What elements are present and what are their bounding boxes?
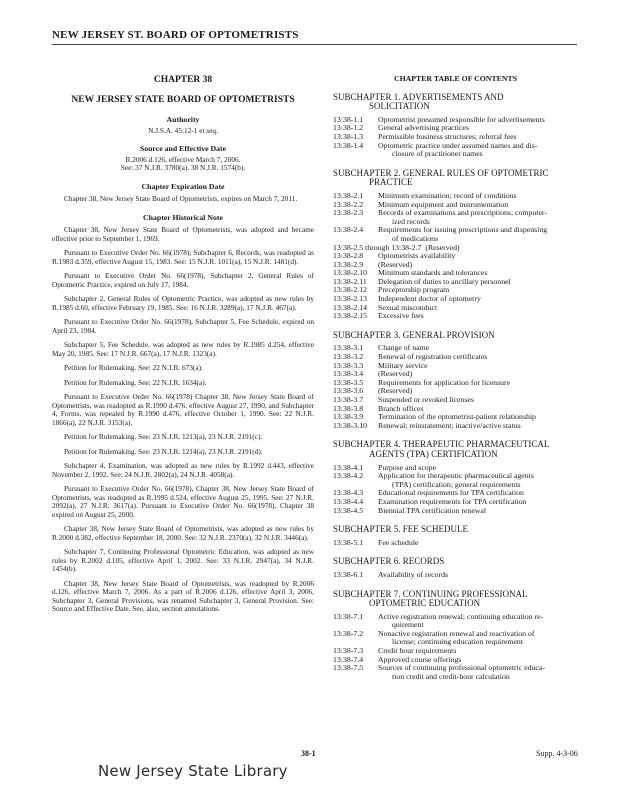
- section-number: 13:38-3.9: [333, 412, 364, 422]
- toc-entry[interactable]: [333, 353, 578, 362]
- authority-heading: Authority: [166, 115, 200, 124]
- history-paragraph: Pursuant to Executive Order No. 66(1978), Subchapter 5, Fee Schedule, expired on April 23, 1984.: [52, 317, 314, 335]
- subchapter-title: SUBCHAPTER 7. CONTINUING PROFESSIONAL: [333, 588, 528, 599]
- section-title-text: (Reserved): [378, 386, 413, 396]
- section-title: [378, 539, 578, 548]
- subchapter-title: SUBCHAPTER 6. RECORDS: [333, 556, 445, 567]
- section-number: 13:38-2.12: [333, 285, 368, 295]
- section-title-continued: quirement: [392, 620, 424, 630]
- left-column: [52, 75, 314, 620]
- toc-subchapter: [333, 525, 578, 547]
- subchapter-title: SUBCHAPTER 1. ADVERTISEMENTS AND: [333, 91, 504, 102]
- history-paragraph: Pursuant to Executive Order No. 66(1978), Chapter 38, New Jersey State Board of Optometrists, was readopted as R.1995 d.524, effective August 25, 1995. See: 27 N.J.R. 2092(a), 27 N.J.R. 3617(a). Pursuant to Executive Order No. 66(1978), Chapter 38 expired on August 25, 2000.: [52, 484, 314, 519]
- section-title-continued: closure of practitioner names: [392, 149, 483, 159]
- section-title-continued: of medications: [392, 233, 439, 243]
- page-number: 38-1: [301, 749, 316, 758]
- toc-entry[interactable]: [333, 630, 578, 647]
- toc-entry[interactable]: [333, 571, 578, 580]
- section-number: 13:38-1.4: [333, 140, 364, 150]
- history-paragraph: Chapter 38, New Jersey State Board of Optometrists, was adopted and became effective prior to September 1, 1969.: [52, 225, 314, 243]
- section-number: 13:38-4.2: [333, 471, 364, 481]
- toc-entry[interactable]: [333, 252, 578, 261]
- section-title-text: Independent doctor of optometry: [378, 294, 481, 304]
- toc-entry[interactable]: [333, 379, 578, 388]
- history-paragraph: Petition for Rulemaking. See: 23 N.J.R. 1213(a), 23 N.J.R. 2191(c).: [64, 432, 263, 441]
- section-number: 13:38-2.15: [333, 311, 368, 321]
- history-paragraph: Chapter 38, New Jersey State Board of Optometrists, was readopted by R.2006 d.126, effective March 7, 2006. As a part of R.2006 d.126, effective April 3, 2006, Subchapter 3, General Provisions, was renamed Subchapter 3, General Provision. See: Source and Effective Date. See, also, section annotations.: [52, 578, 314, 613]
- section-number: 13:38-2.3: [333, 208, 364, 218]
- section-title-text: Active registration renewal; continuing education re-: [378, 611, 544, 621]
- section-number: 13:38-4.5: [333, 505, 364, 515]
- section-title-text: Availability of records: [378, 569, 449, 579]
- section-number: 13:38-3.1: [333, 343, 364, 353]
- authority-text: N.J.S.A. 45:12-1 et seq.: [148, 125, 218, 135]
- section-number: 13:38-3.2: [333, 352, 364, 362]
- toc-subchapter: [333, 169, 578, 321]
- section-title-text: Educational requirements for TPA certification: [378, 488, 524, 498]
- toc-entry[interactable]: [333, 142, 578, 159]
- section-title-text: Biennial TPA certification renewal: [378, 505, 487, 515]
- section-title-text: Optometrists availability: [378, 251, 456, 261]
- section-number: 13:38-3.3: [333, 360, 364, 370]
- chapter-label: CHAPTER 38: [153, 75, 213, 85]
- section-title-text: Credit hour requirements: [378, 646, 457, 656]
- section-title-text: Optometrist presumed responsible for advertisements: [378, 114, 545, 124]
- section-number: 13:38-2.8: [333, 251, 364, 261]
- toc-entry[interactable]: [333, 664, 578, 681]
- toc-entry[interactable]: [333, 396, 578, 405]
- toc-entry[interactable]: [333, 304, 578, 313]
- toc-entry[interactable]: [333, 209, 578, 226]
- section-title: [378, 630, 578, 647]
- history-paragraph: Pursuant to Executive Order No. 66(1978), Subchapter 6, Records, was readopted as R.1983 d.359, effective August 15, 1983. See: 15 N.J.R. 1011(a), 15 N.J.R. 1481(d).: [52, 248, 314, 266]
- section-title-text: Renewal; reinstatement; inactive/active status: [378, 420, 521, 430]
- section-number: 13:38-2.13: [333, 294, 368, 304]
- section-number: 13:38-3.5: [333, 377, 364, 387]
- section-number: 13:38-3.4: [333, 369, 364, 379]
- section-title-text: Military service: [378, 360, 428, 370]
- section-number: 13:38-6.1: [333, 569, 364, 579]
- section-number: 13:38-7.4: [333, 654, 364, 664]
- section-title-text: Records of examinations and prescriptions; computer-: [378, 208, 547, 218]
- section-title-text: Optometric practice under assumed names and dis-: [378, 140, 538, 150]
- section-number: 13:38-2.5 through 13:38-2.7: [333, 242, 422, 252]
- section-number: 13:38-2.1: [333, 190, 364, 200]
- toc-body: [333, 93, 578, 682]
- subchapter-heading[interactable]: [333, 440, 578, 459]
- expiration-heading: Chapter Expiration Date: [141, 181, 225, 191]
- section-title: [378, 142, 578, 159]
- history-paragraph: Petition for Rulemaking. See: 22 N.J.R. 673(a).: [64, 363, 203, 372]
- history-paragraph: Subchapter 2, General Rules of Optometric Practice, was adopted as new rules by R.1985 d.60, effective February 19, 1985. See: 16 N.J.R. 3289(a), 17 N.J.R. 467(a).: [52, 294, 314, 312]
- section-number: 13:38-1.2: [333, 123, 364, 133]
- section-title-text: Fee schedule: [378, 537, 419, 547]
- section-title-continued: tion credit and credit-hour calculation: [392, 671, 510, 681]
- section-title-text: General advertising practices: [378, 123, 469, 133]
- section-title: [378, 209, 578, 226]
- subchapter-heading[interactable]: [333, 93, 578, 112]
- subchapter-title-continued: AGENTS (TPA) CERTIFICATION: [369, 448, 498, 459]
- section-title-text: Excessive fees: [378, 311, 424, 321]
- source-citation: See: 37 N.J.R. 3780(a), 38 N.J.R. 1574(b).: [120, 163, 246, 172]
- section-number: 13:38-7.5: [333, 663, 364, 673]
- subchapter-title: SUBCHAPTER 5. FEE SCHEDULE: [333, 524, 469, 535]
- library-watermark: New Jersey State Library: [98, 762, 288, 780]
- toc-entry[interactable]: [333, 244, 578, 253]
- section-title-text: Nonactive registration renewal and reactivation of: [378, 628, 535, 638]
- section-title-text: Sexual misconduct: [378, 302, 438, 312]
- section-number: 13:38-2.11: [333, 276, 367, 286]
- history-paragraph: Petition for Rulemaking. See: 23 N.J.R. 1214(a), 23 N.J.R. 2191(d).: [64, 446, 263, 456]
- section-number: 13:38-4.1: [333, 462, 364, 472]
- section-number: 13:38-4.4: [333, 496, 364, 506]
- subchapter-heading[interactable]: [333, 169, 578, 188]
- toc-entry[interactable]: [333, 613, 578, 630]
- history-notes: [52, 226, 314, 614]
- section-number: 13:38-5.1: [333, 537, 364, 547]
- toc-entry[interactable]: [333, 226, 578, 243]
- source-line: R.2006 d.126, effective March 7, 2006.: [125, 154, 241, 164]
- section-number: 13:38-7.1: [333, 611, 364, 621]
- toc-entry[interactable]: [333, 278, 578, 287]
- section-title-text: Minimum standards and tolerances: [378, 268, 488, 278]
- toc-entry[interactable]: [333, 362, 578, 371]
- section-title-text: Permissible business structures; referral fees: [378, 131, 517, 141]
- toc-subchapter: [333, 557, 578, 579]
- section-number: 13:38-1.3: [333, 131, 364, 141]
- history-paragraph: Pursuant to Executive Order No. 66(1978) Chapter 38, New Jersey State Board of Optometrists, was readopted as R.1990 d.476, effective August 27, 1990, and Subchapter 4, Forms, was repealed by R.1990 d.476, effective October 1, 1990. See: 22 N.J.R. 1866(a), 22 N.J.R. 3153(a).: [52, 392, 314, 427]
- subchapter-title: SUBCHAPTER 4. THERAPEUTIC PHARMACEUTICAL: [333, 439, 550, 450]
- section-title: [378, 226, 578, 243]
- toc-entry[interactable]: [333, 422, 578, 431]
- toc-subchapter: [333, 93, 578, 159]
- chapter-name: NEW JERSEY STATE BOARD OF OPTOMETRISTS: [71, 95, 295, 105]
- table-of-contents: [333, 75, 578, 691]
- subchapter-heading[interactable]: [333, 525, 578, 535]
- history-paragraph: Chapter 38, New Jersey State Board of Optometrists, was adopted as new rules by R.2000 d.382, effective September 18, 2000. See: 32 N.J.R. 2370(a), 32 N.J.R. 3446(a).: [52, 524, 314, 542]
- history-paragraph: Subchapter 5, Fee Schedule, was adopted as new rules by R.1985 d.254, effective May 20, 1985. See: 17 N.J.R. 667(a), 17 N.J.R. 1323(a).: [52, 340, 314, 358]
- section-number: 13:38-7.2: [333, 628, 364, 638]
- subchapter-heading[interactable]: [333, 557, 578, 567]
- toc-heading: CHAPTER TABLE OF CONTENTS: [393, 74, 518, 83]
- history-paragraph: Pursuant to Executive Order No. 66(1978), Subchapter 2, General Rules of Optometric Practice, expired on July 17, 1984.: [52, 271, 314, 289]
- source-heading: Source and Effective Date: [139, 144, 227, 153]
- section-title: [378, 312, 578, 321]
- section-title-text: Sources of continuing professional optometric educa-: [378, 663, 545, 673]
- section-number: 13:38-2.10: [333, 268, 368, 278]
- section-number: 13:38-2.4: [333, 225, 364, 235]
- section-title-text: Delegation of duties to ancillary personnel: [378, 276, 511, 286]
- section-number: 13:38-2.14: [333, 302, 368, 312]
- section-number: 13:38-1.1: [333, 114, 364, 124]
- section-title-text: (Reserved): [378, 369, 413, 379]
- section-title-text: Minimum examination; record of conditions: [378, 190, 517, 200]
- toc-entry[interactable]: [333, 312, 578, 321]
- toc-entry[interactable]: [333, 295, 578, 304]
- toc-entry[interactable]: [333, 472, 578, 489]
- section-title-continued: license; continuing education requirement: [392, 637, 523, 647]
- subchapter-heading[interactable]: [333, 590, 578, 609]
- subchapter-title: SUBCHAPTER 2. GENERAL RULES OF OPTOMETRIC: [333, 167, 549, 178]
- section-title-text: Application for therapeutic pharmaceutical agents: [378, 471, 534, 481]
- section-title-text: Requirements for application for licensure: [378, 377, 511, 387]
- section-number: 13:38-3.6: [333, 386, 364, 396]
- section-title-text: Change of name: [378, 343, 430, 353]
- section-title-text: Minimum equipment and instrumentation: [378, 199, 509, 209]
- section-title-text: Requirements for issuing prescriptions and dispensing: [378, 225, 548, 235]
- section-number: 13:38-4.3: [333, 488, 364, 498]
- section-title-text: (Reserved): [425, 242, 460, 252]
- toc-entry[interactable]: [333, 539, 578, 548]
- section-title-text: Preceptorship program: [378, 285, 450, 295]
- subchapter-title-continued: SOLICITATION: [369, 101, 430, 112]
- section-title-text: Examination requirements for TPA certification: [378, 496, 527, 506]
- section-number: 13:38-3.7: [333, 395, 364, 404]
- history-paragraph: Subchapter 7, Continuing Professional Optometric Education, was adopted as new rules by R.2002 d.105, effective April 1, 2002. See: 33 N.J.R. 2947(a), 34 N.J.R. 1454(b).: [52, 547, 314, 573]
- toc-subchapter: [333, 590, 578, 682]
- toc-entry[interactable]: [333, 507, 578, 516]
- section-title-continued: (TPA) certification; general requirements: [392, 479, 521, 489]
- section-title-text: Suspended or revoked licenses: [378, 395, 474, 404]
- section-title-continued: ized records: [392, 216, 430, 226]
- supplement-date: Supp. 4-3-06: [536, 749, 578, 758]
- header-rule: [52, 44, 577, 45]
- history-paragraph: Petition for Rulemaking. See: 22 N.J.R. 1634(a).: [64, 377, 207, 387]
- section-number: 13:38-7.3: [333, 646, 364, 656]
- subchapter-title-continued: OPTOMETRIC EDUCATION: [369, 598, 481, 609]
- section-title-text: Renewal of registration certificates: [378, 352, 488, 362]
- subchapter-title-continued: PRACTICE: [369, 177, 413, 188]
- section-title-text: Approved course offerings: [378, 654, 462, 664]
- subchapter-title: SUBCHAPTER 3. GENERAL PROVISION: [333, 329, 495, 340]
- section-number: 13:38-2.2: [333, 199, 364, 209]
- subchapter-heading[interactable]: [333, 331, 578, 341]
- running-head: NEW JERSEY ST. BOARD OF OPTOMETRISTS: [52, 29, 299, 41]
- section-number: 13:38-3.8: [333, 403, 364, 413]
- section-title: [378, 422, 578, 431]
- section-title: [378, 507, 578, 516]
- section-title-text: Termination of the optometrist-patient relationship: [378, 412, 536, 422]
- section-title: [378, 664, 578, 681]
- expiration-text: Chapter 38, New Jersey State Board of Optometrists, expires on March 7, 2011.: [64, 194, 298, 203]
- section-number: 13:38-2.9: [333, 259, 364, 269]
- toc-subchapter: [333, 440, 578, 515]
- section-title: [378, 613, 578, 630]
- toc-subchapter: [333, 331, 578, 431]
- history-paragraph: Subchapter 4, Examination, was adopted as new rules by R.1992 d.443, effective November 2, 1992. See: 24 N.J.R. 2802(a), 24 N.J.R. 4058(a).: [52, 461, 314, 479]
- section-title-text: Branch offices: [378, 403, 424, 413]
- section-title-text: Purpose and scope: [378, 462, 437, 472]
- history-heading: Chapter Historical Note: [143, 212, 223, 222]
- section-number: 13:38-3.10: [333, 420, 368, 430]
- section-title: [378, 472, 578, 489]
- section-title-text: (Reserved): [378, 259, 413, 269]
- section-title: [378, 571, 578, 580]
